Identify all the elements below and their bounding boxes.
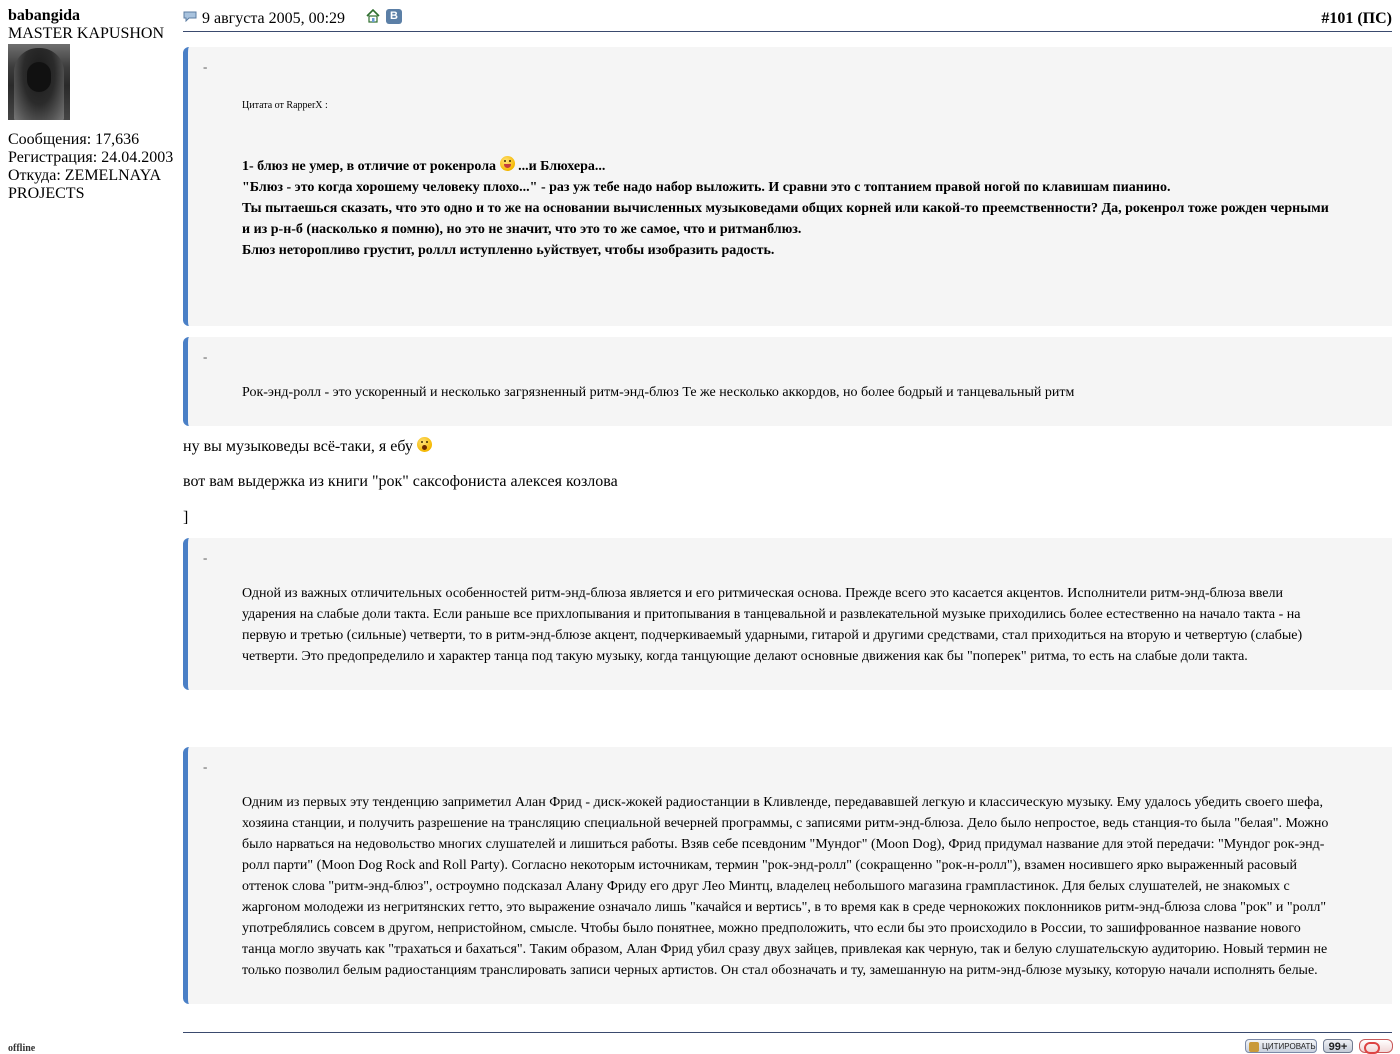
user-location: Откуда: ZEMELNAYA PROJECTS <box>8 167 161 202</box>
quote-line: Блюз неторопливо грустит, роллл иступленно ьуйствует, чтобы изобразить радость. <box>242 243 775 258</box>
quote-block <box>183 337 1392 426</box>
quote-button-label: ЦИТИРОВАТЬ <box>1262 1042 1316 1051</box>
vk-icon[interactable]: B <box>386 9 402 24</box>
shocked-smiley-icon <box>417 437 432 452</box>
quote-body <box>242 382 1334 403</box>
quote-dash: - <box>203 59 208 74</box>
quote-text: Рок-энд-ролл - это ускоренный и несколько загрязненный ритм-энд-блюз Те же несколько аккордов, но более бодрый и танцевальный ритм <box>242 385 1075 400</box>
post-paragraph: ] <box>183 509 189 526</box>
post <box>183 7 1392 978</box>
user-registration: Регистрация: 24.04.2003 <box>8 149 174 166</box>
message-icon <box>183 11 197 22</box>
quote-block <box>183 47 1392 326</box>
tongue-smiley-icon <box>500 156 515 171</box>
post-number[interactable] <box>1321 10 1392 28</box>
quote-dash: - <box>203 759 208 774</box>
quote-dash: - <box>203 349 208 364</box>
quote-line-text: 1- блюз не умер, в отличие от рокенрола <box>242 159 497 174</box>
post-text: ну вы музыковеды всё-таки, я ебу <box>183 438 413 455</box>
quote-line <box>242 156 1334 177</box>
quote-dash: - <box>203 550 208 565</box>
quote-line: Ты пытаешься сказать, что это одно и то же на основании вычисленных музыковедами общих корней или какой-то преемственности? Да, рокенрол тоже рожден черными и из р-н-б (насколько я помню), но это не значит, что это то же самое, что и ритманблюз. <box>242 201 1329 237</box>
post-paragraph: вот вам выдержка из книги "рок" саксофониста алексея козлова <box>183 473 618 490</box>
quick-reply-button[interactable] <box>1359 1039 1393 1053</box>
avatar <box>8 44 70 120</box>
multiquote-button[interactable]: 99+ <box>1323 1039 1353 1053</box>
quote-icon <box>1249 1042 1259 1052</box>
quote-text: Одной из важных отличительных особенностей ритм-энд-блюза является и его ритмическая основа. Прежде всего это касается акцентов. Исполнители ритм-энд-блюза ввели ударения на слабые доли такта. Если раньше все прихлопывания и притопывания в танцевальной и развлекательной музыке приходились более естественно на начало такта - на первую и третью (сильные) четверти, то в ритм-энд-блюзе акцент, подчеркиваемый ударными, гитарой и другими средствами, стал приходиться на вторую и четвертую (слабые) четверти. Это предопределило и характер танца под такую музыку, когда танцующие делают основные движения как бы "поперек" ритма, то есть на слабые доли такта. <box>242 586 1303 664</box>
post-number-value[interactable]: #101 <box>1321 10 1354 27</box>
user-info <box>8 7 178 203</box>
user-status: offline <box>8 1043 36 1054</box>
post-date: 9 августа 2005, 00:29 <box>202 10 346 27</box>
quote-line-text: ...и Блюхера... <box>514 159 606 174</box>
quote-body <box>242 583 1334 667</box>
quote-citation: Цитата от RapperX : <box>242 100 328 111</box>
post-header <box>183 7 1392 32</box>
quote-text: Одним из первых эту тенденцию заприметил Алан Фрид - диск-жокей радиостанции в Кливленде, передававшей легкую и классическую музыку. Ему удалось убедить своего шефа, хозяина станции, и получить разрешение на трансляцию специальной вечерней программы, с записями ритм-энд-блюза. Дело было непростое, ведь станция-то была "белая". Можно было нарваться на недовольство многих слушателей и лишиться работы. Взяв себе псевдоним "Мундог" (Moon Dog), Фрид придумал название для этой передачи: "Мундог рок-энд-ролл парти" (Moon Dog Rock and Roll Party). Согласно некоторым источникам, термин "рок-энд-ролл" (сокращенно "рок-н-ролл"), взамен носившего ярко выраженный расовый оттенок слова "ритм-энд-блюз", остроумно подсказал Алану Фриду его друг Лео Минтц, владелец небольшого магазина грампластинок. Для белых слушателей, не знакомых с жаргоном молодежи из негритянских гетто, это выражение означало лишь "качайся и вертись", в то время как в среде чернокожих поклонников ритм-энд-блюза слова "рок" и "ролл" употреблялись совсем в другом, непристойном, смысле. Чтобы было понятнее, можно предположить, что если бы это происходило в России, то зашифрованное название нового танца могло звучать как "трахаться и бахаться". Таким образом, Алан Фрид убил сразу двух зайцев, привлекая как черную, так и белую слушательскую аудиторию. Новый термин не только позволил белым радиостанциям транслировать записи черных артистов. Он стал обозначать и ту, замешанную на ритм-энд-блюзе музыку, которую начали исполнять белые. <box>242 795 1329 978</box>
quote-block <box>183 747 1392 1004</box>
quote-button[interactable] <box>1245 1039 1317 1053</box>
user-rank: MASTER KAPUSHON <box>8 25 165 42</box>
user-post-count: Сообщения: 17,636 <box>8 131 140 148</box>
quote-block <box>183 538 1392 690</box>
home-icon[interactable] <box>366 9 380 23</box>
quote-body <box>242 95 1334 261</box>
quote-body <box>242 792 1334 981</box>
quote-line: "Блюз - это когда хорошему человеку плохо..." - раз уж тебе надо набор выложить. И сравни это с топтанием правой ногой по клавишам пианино. <box>242 180 1171 195</box>
post-footer-divider <box>183 1032 1392 1033</box>
username[interactable]: babangida <box>8 7 81 24</box>
post-number-suffix: (ПС) <box>1357 10 1392 27</box>
post-paragraph <box>183 437 432 456</box>
